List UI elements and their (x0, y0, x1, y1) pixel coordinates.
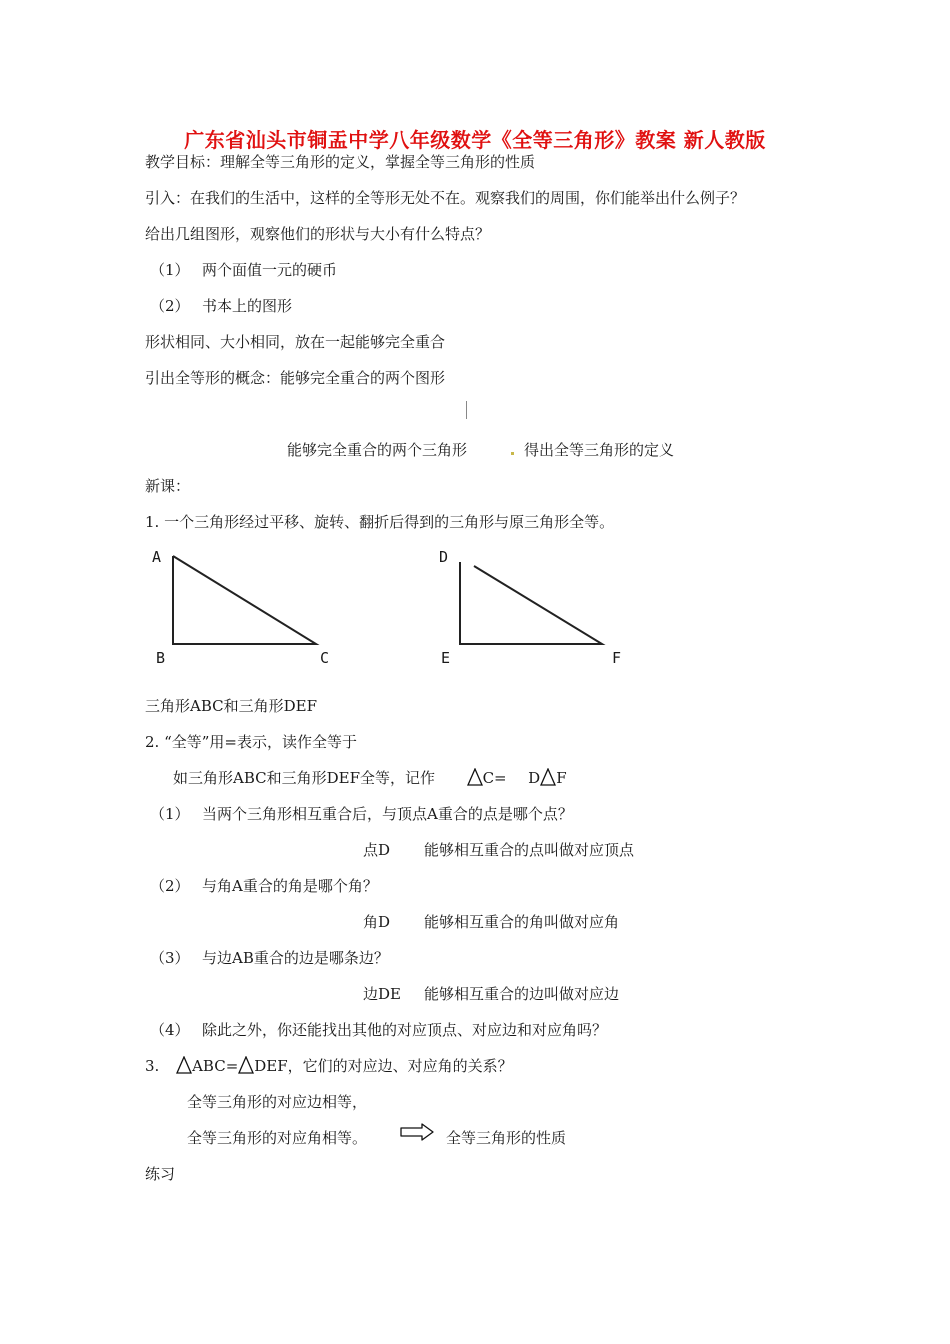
triangle-def (460, 562, 602, 644)
triangle-symbol-icon (540, 768, 556, 786)
concept-line: 引出全等形的概念：能够完全重合的两个图形 (145, 369, 446, 387)
vertex-label-c: C (320, 649, 330, 667)
give-groups-line: 给出几组图形，观察他们的形状与大小有什么特点？ (145, 225, 491, 243)
vertex-label-b: B (156, 649, 166, 667)
vertex-label-e: E (441, 649, 451, 667)
question-3-text: 与边AB重合的边是哪条边？ (202, 949, 389, 967)
center-right-text: 得出全等三角形的定义 (524, 441, 675, 459)
point-3-part-a: ABC= (192, 1057, 239, 1075)
triangle-symbol-icon (238, 1056, 254, 1074)
item-2-number: （2） (150, 297, 190, 315)
property-result: 全等三角形的性质 (446, 1129, 567, 1147)
new-lesson-heading: 新课： (145, 477, 191, 495)
triangle-symbol-icon (467, 768, 483, 786)
point-2-example (173, 768, 567, 788)
question-4-text: 除此之外，你还能找出其他的对应顶点、对应边和对应角吗？ (202, 1021, 608, 1039)
center-left-text: 能够完全重合的两个三角形 (287, 441, 468, 459)
example-mid: C= (482, 769, 507, 787)
property-angles: 全等三角形的对应角相等。 (187, 1129, 368, 1147)
triangle-caption: 三角形ABC和三角形DEF (145, 697, 317, 715)
question-3-number: （3） (150, 949, 190, 967)
triangles-figure (140, 540, 660, 680)
vertex-label-f: F (612, 649, 622, 667)
example-end: D (528, 769, 541, 787)
answer-1-right: 能够相互重合的点叫做对应顶点 (424, 841, 635, 859)
teaching-objective: 教学目标：理解全等三角形的定义，掌握全等三角形的性质 (145, 153, 536, 171)
point-3-number: 3. (145, 1057, 160, 1075)
point-3-part-b: DEF，它们的对应边、对应角的关系？ (254, 1057, 513, 1075)
item-2-text: 书本上的图形 (202, 297, 293, 315)
item-1-number: （1） (150, 261, 190, 279)
example-tail: F (556, 769, 567, 787)
question-2-text: 与角A重合的角是哪个角？ (202, 877, 378, 895)
question-2-number: （2） (150, 877, 190, 895)
same-shape-line: 形状相同、大小相同，放在一起能够完全重合 (145, 333, 446, 351)
answer-2-left: 角D (363, 913, 391, 931)
point-2: 2. “全等”用=表示，读作全等于 (145, 733, 357, 751)
property-sides: 全等三角形的对应边相等， (187, 1093, 368, 1111)
answer-3-right: 能够相互重合的边叫做对应边 (424, 985, 620, 1003)
question-1-number: （1） (150, 805, 190, 823)
double-arrow-icon (400, 1123, 434, 1141)
answer-2-right: 能够相互重合的角叫做对应角 (424, 913, 620, 931)
example-prefix: 如三角形ABC和三角形DEF全等，记作 (173, 769, 435, 787)
document-title: 广东省汕头市铜盂中学八年级数学《全等三角形》教案 新人教版 (184, 128, 766, 152)
point-1: 1. 一个三角形经过平移、旋转、翻折后得到的三角形与原三角形全等。 (145, 513, 615, 531)
vertex-label-d: D (439, 548, 449, 566)
answer-3-left: 边DE (363, 985, 401, 1003)
question-4-number: （4） (150, 1021, 190, 1039)
item-1-text: 两个面值一元的硬币 (202, 261, 338, 279)
triangle-symbol-icon (176, 1056, 192, 1074)
exercise-heading: 练习 (145, 1165, 176, 1183)
answer-1-left: 点D (363, 841, 391, 859)
introduction: 引入：在我们的生活中，这样的全等形无处不在。观察我们的周围，你们能举出什么例子？ (145, 189, 746, 207)
triangle-abc (173, 556, 316, 644)
question-1-text: 当两个三角形相互重合后，与顶点A重合的点是哪个点？ (202, 805, 573, 823)
point-3 (145, 1056, 513, 1076)
divider-line (466, 401, 467, 419)
decorative-dot (511, 452, 514, 455)
vertex-label-a: A (152, 548, 162, 566)
